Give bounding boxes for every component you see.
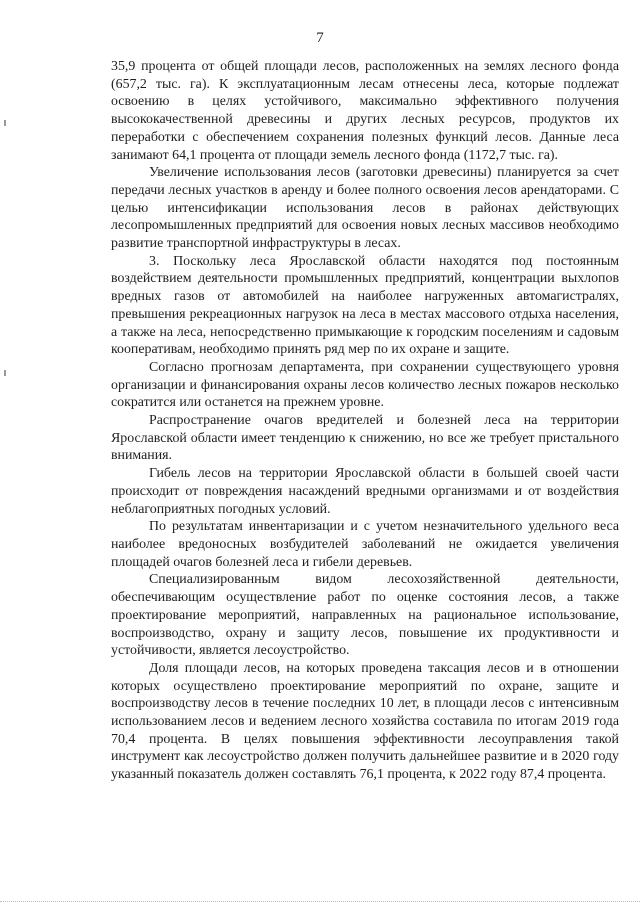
paragraph-logging-increase: Увеличение использования лесов (заготовки древесины) планируется за счет передачи лесных участков в аренду и более полного освоения лесов арендаторами. С целью интенсификации использования лесов в районах действующих лесопромышленных предприятий для освоения новых лесных массивов необходимо развитие транспортной инфраструктуры в лесах. — [111, 165, 619, 252]
paragraph-taxation-share: Доля площади лесов, на которых проведена таксация лесов и в отношении которых осуществлено проектирование мероприятий по охране, защите и воспроизводству лесов в течение последних 10 лет, в площади лесов с интенсивным использованием лесов и ведением лесного хозяйства составила по итогам 2019 года 70,4 процента. В целях повышения эффективности лесоуправления такой инструмент как лесоустройство должен получить дальнейшее развитие и в 2020 году указанный показатель должен составлять 76,1 процента, к 2022 году 87,4 процента. — [111, 660, 619, 783]
scan-mark — [4, 120, 6, 126]
scan-mark — [4, 370, 6, 376]
paragraph-inventory-results: По результатам инвентаризации и с учетом незначительного удельного веса наиболее вредоносных возбудителей заболеваний не ожидается увеличения площадей очагов болезней леса и гибели деревьев. — [111, 519, 619, 570]
paragraph-forest-management: Специализированным видом лесохозяйственной деятельности, обеспечивающим осуществление работ по оценке состояния лесов, а также проектирование мероприятий, направленных на рациональное использование, воспроизводство, охрану и защиту лесов, повышение их продуктивности и устойчивости, является лесоустройство. — [111, 572, 619, 659]
paragraph-pests: Распространение очагов вредителей и болезней леса на территории Ярославской области имеет тенденцию к снижению, но все же требует пристального внимания. — [111, 413, 619, 464]
paragraph-protection-measures: 3. Поскольку леса Ярославской области находятся под постоянным воздействием деятельности промышленных предприятий, концентрации выхлопов вредных газов от автомобилей на наиболее нагруженных автомагистралях, превышения рекреационных нагрузок на леса в местах массового отдыха населения, а также на леса, непосредственно примыкающие к городским поселениям и садовым кооперативам, необходимо принять ряд мер по их охране и защите. — [111, 253, 619, 358]
page-bottom-edge — [0, 901, 640, 902]
paragraph-forest-shares: 35,9 процента от общей площади лесов, расположенных на землях лесного фонда (657,2 тыс. га). К эксплуатационным лесам отнесены леса, которые подлежат освоению в целях устойчивого, максимально эффективного получения высококачественной древесины и других лесных ресурсов, продуктов их переработки с обеспечением сохранения полезных функций лесов. Данные леса занимают 64,1 процента от площади земель лесного фонда (1172,7 тыс. га). — [111, 59, 619, 163]
paragraph-fire-forecast: Согласно прогнозам департамента, при сохранении существующего уровня организации и финансирования охраны лесов количество лесных пожаров несколько сократится или останется на прежнем уровне. — [111, 359, 619, 411]
paragraph-forest-death: Гибель лесов на территории Ярославской области в большей своей части происходит от повреждения насаждений вредными организмами и от воздействия неблагоприятных погодных условий. — [111, 466, 619, 517]
page-number: 7 — [316, 30, 324, 46]
document-body — [111, 58, 619, 784]
